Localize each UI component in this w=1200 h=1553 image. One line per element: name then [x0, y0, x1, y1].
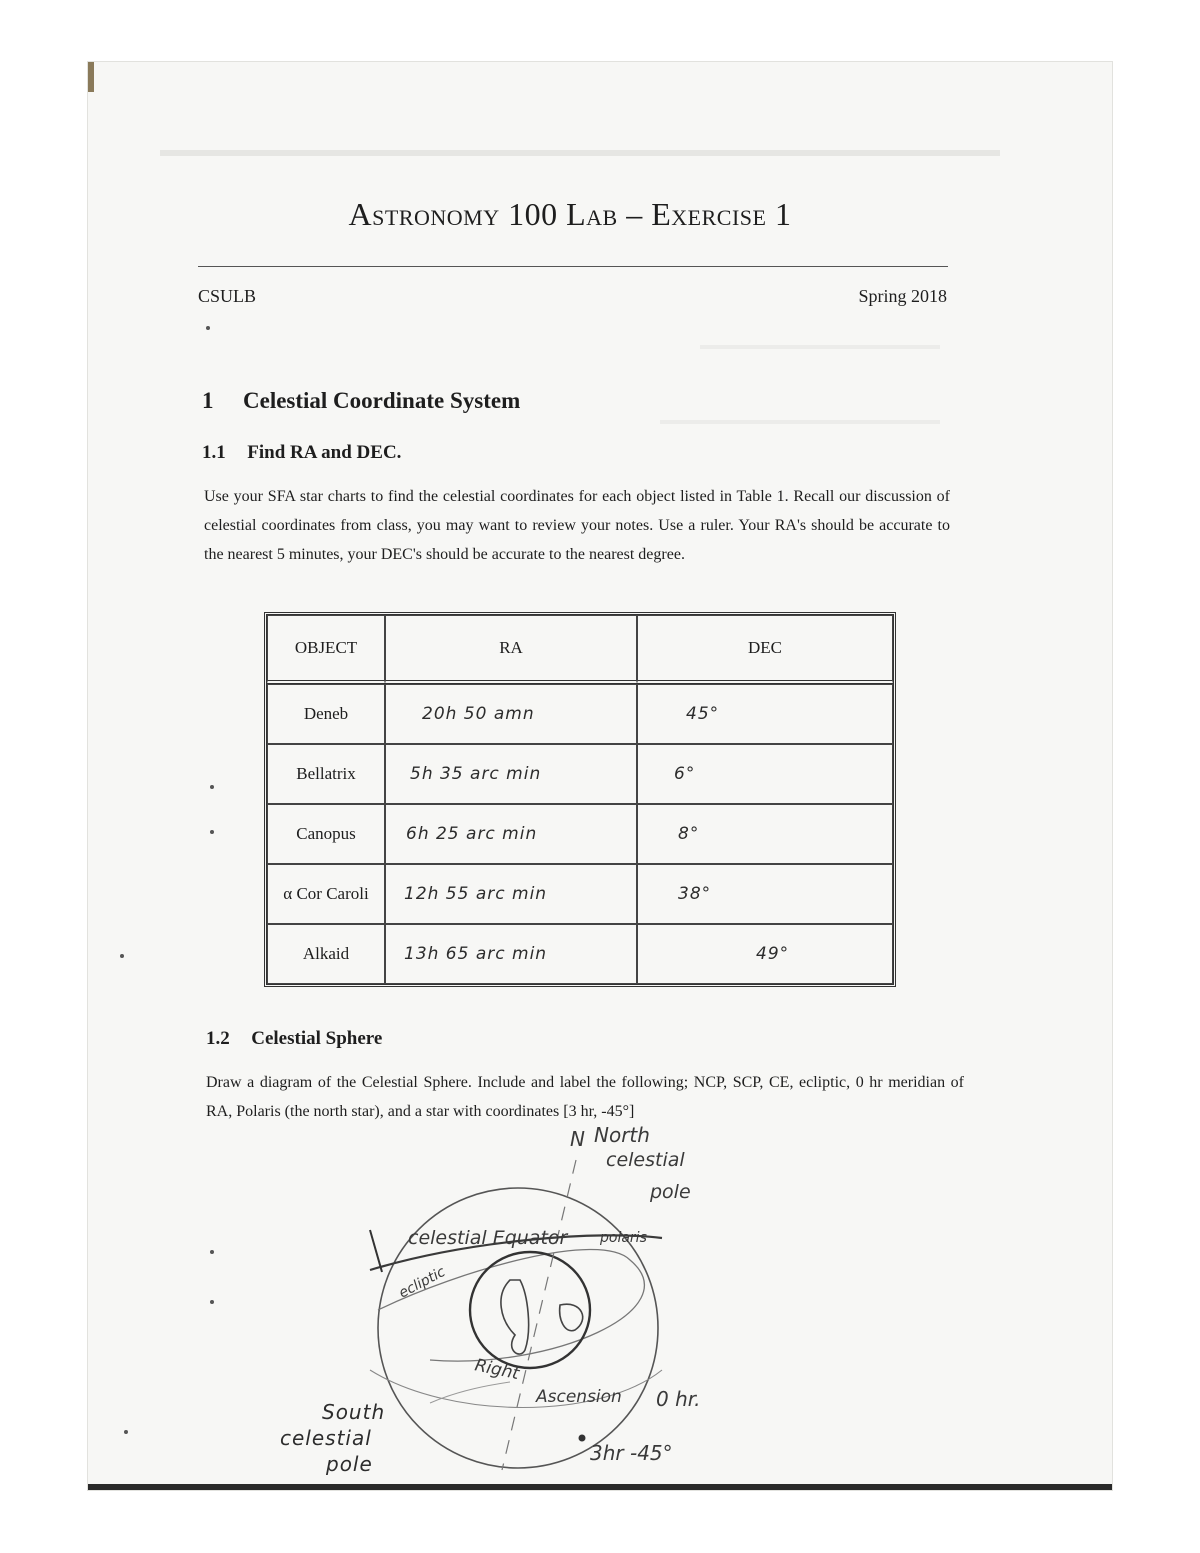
ra-cell: 13h 65 arc min [385, 924, 637, 984]
label-north: North [594, 1123, 650, 1147]
subsection-heading-1-2 [206, 1028, 382, 1050]
scan-speck [210, 830, 214, 834]
instructions-paragraph-1-1: Use your SFA star charts to find the celestial coordinates for each object listed in Table 1. Recall our discussion of celestial coordinates from class, you may want to review your notes. Use a ruler. Your RA's should be accurate to the nearest 5 minutes, your DEC's should be accurate to the nearest degree. [204, 488, 950, 563]
label-ecliptic: ecliptic [396, 1263, 449, 1302]
scan-speck [210, 1300, 214, 1304]
paper-corner-edge [88, 62, 94, 92]
header-dec: DEC [637, 615, 893, 684]
ra-arc [430, 1382, 510, 1403]
label-zero-hr: 0 hr. [656, 1387, 701, 1411]
subsection-number: 1.2 [206, 1028, 230, 1049]
label-polaris: polaris [600, 1230, 647, 1246]
section-number: 1 [202, 388, 214, 413]
page-title: Astronomy 100 Lab – Exercise 1 [348, 196, 792, 232]
table-row [267, 924, 893, 984]
instructions-paragraph-1-2: Draw a diagram of the Celestial Sphere. Include and label the following; NCP, SCP, CE, ecliptic, 0 hr meridian of RA, Polaris (the north star), and a star with coordinates [3 hr, -45°] [206, 1074, 964, 1120]
label-ascension: Ascension [536, 1387, 622, 1407]
object-cell: Canopus [267, 804, 385, 864]
object-cell: Deneb [267, 684, 385, 744]
ra-cell: 5h 35 arc min [385, 744, 637, 804]
coordinates-table [264, 612, 896, 987]
bleed-through-line [160, 150, 1000, 164]
object-cell: α Cor Caroli [267, 864, 385, 924]
label-star-coordinates: 3hr -45° [590, 1441, 673, 1465]
subsection-title: Find RA and DEC. [247, 442, 402, 463]
label-celestial-equator: celestial Equator [408, 1227, 568, 1249]
dec-cell: 8° [637, 804, 893, 864]
table-header-row [267, 615, 893, 684]
axis-line [502, 1160, 576, 1470]
pen-stroke [370, 1230, 382, 1272]
continent-shape [560, 1304, 583, 1330]
label-south-pole: pole [326, 1452, 373, 1476]
subsection-heading-1-1 [202, 442, 401, 464]
ra-cell: 12h 55 arc min [385, 864, 637, 924]
section-title: Celestial Coordinate System [243, 388, 521, 413]
dec-cell: 38° [637, 864, 893, 924]
label-south-celestial: celestial [280, 1426, 372, 1450]
header-object: OBJECT [267, 615, 385, 684]
section-heading [202, 388, 520, 414]
dec-cell: 49° [637, 924, 893, 984]
object-cell: Alkaid [267, 924, 385, 984]
continent-shape [501, 1280, 529, 1354]
dec-cell: 45° [637, 684, 893, 744]
label-celestial: celestial [606, 1149, 685, 1171]
subsection-number: 1.1 [202, 442, 226, 463]
object-cell: Bellatrix [267, 744, 385, 804]
scan-speck [206, 326, 210, 330]
ra-cell: 6h 25 arc min [385, 804, 637, 864]
label-right: Right [472, 1355, 521, 1385]
header-term: Spring 2018 [858, 286, 947, 306]
paper-bottom-edge [88, 1484, 1112, 1490]
dec-cell: 6° [637, 744, 893, 804]
subsection-title: Celestial Sphere [251, 1028, 383, 1049]
scan-speck [120, 954, 124, 958]
label-north-letter: N [570, 1127, 585, 1151]
table-row [267, 804, 893, 864]
star-3hr-marker [579, 1435, 586, 1442]
table-row [267, 864, 893, 924]
scan-speck [124, 1430, 128, 1434]
table-row [267, 684, 893, 744]
table-row [267, 744, 893, 804]
header-institution: CSULB [198, 286, 257, 306]
label-south: South [322, 1400, 386, 1424]
header-ra: RA [385, 615, 637, 684]
scan-speck [210, 785, 214, 789]
header-rule [198, 266, 948, 267]
scan-speck [210, 1250, 214, 1254]
bleed-through-line [700, 345, 940, 355]
label-pole: pole [650, 1181, 691, 1203]
bleed-through-line [660, 420, 940, 430]
ra-cell: 20h 50 amn [385, 684, 637, 744]
